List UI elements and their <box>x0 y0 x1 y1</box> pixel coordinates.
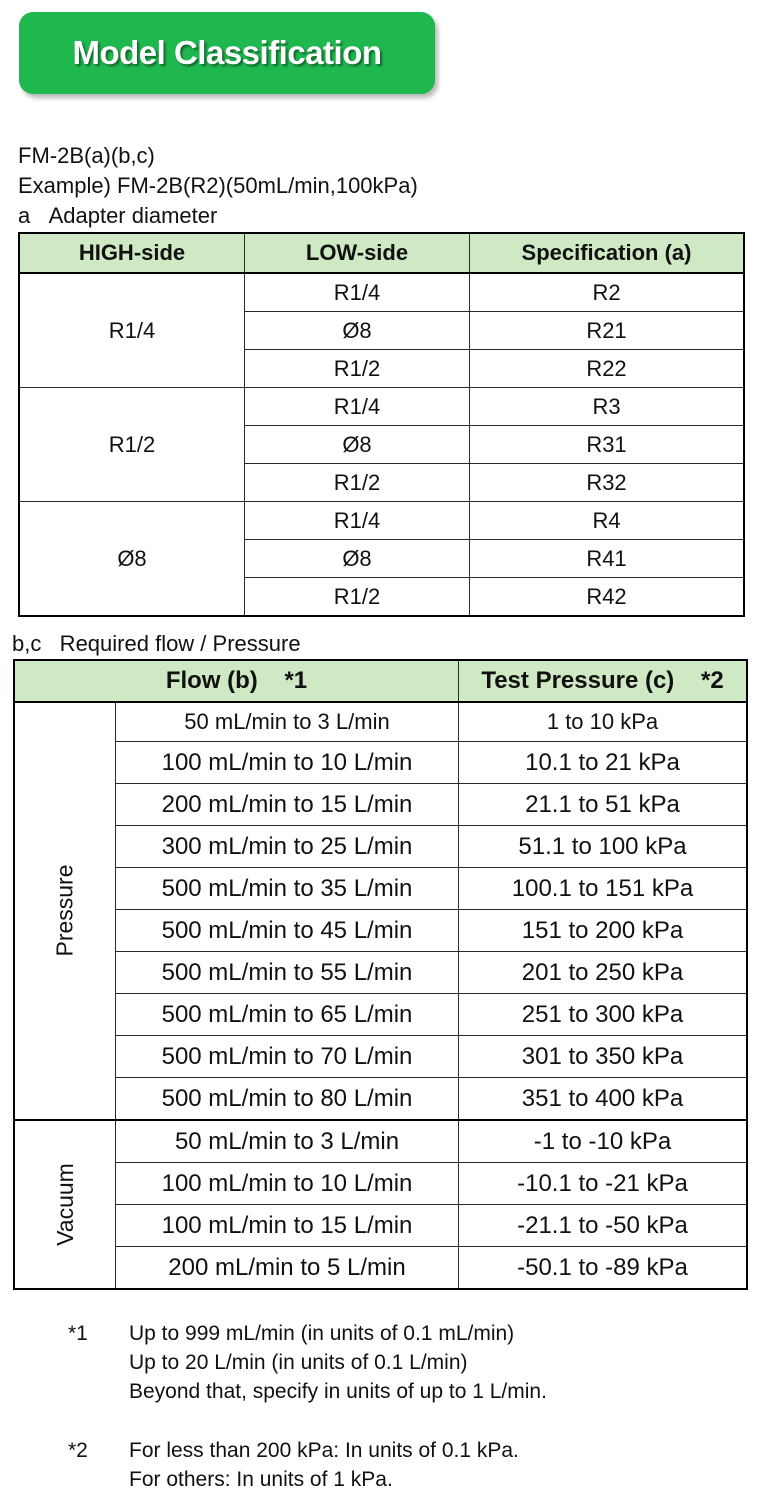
group-label-pressure: Pressure <box>51 864 78 957</box>
note-1-line-2: Up to 20 L/min (in units of 0.1 L/min) <box>129 1351 468 1374</box>
title-banner <box>19 12 435 94</box>
pressure-cell: 351 to 400 kPa <box>459 1078 748 1121</box>
flow-cell: 200 mL/min to 15 L/min <box>116 784 459 826</box>
pressure-cell: -10.1 to -21 kPa <box>459 1163 748 1205</box>
low-side-cell: R1/4 <box>245 273 470 312</box>
flow-cell: 500 mL/min to 55 L/min <box>116 952 459 994</box>
low-side-cell: Ø8 <box>245 540 470 578</box>
table-row <box>14 702 747 742</box>
table-row <box>14 784 747 826</box>
low-side-cell: R1/4 <box>245 502 470 540</box>
table-header-row <box>19 233 744 273</box>
low-side-cell: R1/2 <box>245 464 470 502</box>
header-test-pressure: Test Pressure (c) *2 <box>459 660 748 702</box>
header-low-side: LOW-side <box>245 233 470 273</box>
low-side-cell: Ø8 <box>245 426 470 464</box>
table-row <box>14 1247 747 1290</box>
flow-cell: 500 mL/min to 70 L/min <box>116 1036 459 1078</box>
pressure-cell: 251 to 300 kPa <box>459 994 748 1036</box>
spec-cell: R4 <box>470 502 745 540</box>
high-side-cell: Ø8 <box>19 502 245 617</box>
flow-cell: 500 mL/min to 45 L/min <box>116 910 459 952</box>
pressure-cell: 1 to 10 kPa <box>459 702 748 742</box>
spec-cell: R21 <box>470 312 745 350</box>
high-side-cell: R1/2 <box>19 388 245 502</box>
table-row <box>14 994 747 1036</box>
flow-pressure-table <box>13 659 748 1290</box>
flow-cell: 50 mL/min to 3 L/min <box>116 702 459 742</box>
spec-cell: R41 <box>470 540 745 578</box>
table-row <box>14 742 747 784</box>
model-code: FM-2B(a)(b,c) <box>18 143 155 168</box>
pressure-cell: 151 to 200 kPa <box>459 910 748 952</box>
flow-cell: 500 mL/min to 35 L/min <box>116 868 459 910</box>
note-2-line-1: For less than 200 kPa: In units of 0.1 kPa. <box>129 1439 519 1462</box>
table-row <box>14 826 747 868</box>
spec-cell: R42 <box>470 578 745 617</box>
pressure-cell: -1 to -10 kPa <box>459 1120 748 1163</box>
table-row <box>19 273 744 312</box>
table-row <box>14 1163 747 1205</box>
table-row <box>14 1078 747 1121</box>
header-high-side: HIGH-side <box>19 233 245 273</box>
table-row <box>14 1205 747 1247</box>
spec-cell: R22 <box>470 350 745 388</box>
low-side-cell: R1/2 <box>245 578 470 617</box>
page-title: Model Classification <box>72 34 382 71</box>
flow-cell: 50 mL/min to 3 L/min <box>116 1120 459 1163</box>
flow-cell: 100 mL/min to 15 L/min <box>116 1205 459 1247</box>
header-specification: Specification (a) <box>470 233 745 273</box>
example-line: Example) FM-2B(R2)(50mL/min,100kPa) <box>18 173 418 198</box>
table-row <box>14 868 747 910</box>
flow-cell: 100 mL/min to 10 L/min <box>116 742 459 784</box>
group-label-cell <box>14 702 116 1120</box>
note-1-mark: *1 <box>68 1322 88 1345</box>
section-a-label: a Adapter diameter <box>18 203 218 228</box>
low-side-cell: R1/4 <box>245 388 470 426</box>
table-row <box>14 952 747 994</box>
note-2-mark: *2 <box>68 1439 88 1462</box>
flow-cell: 500 mL/min to 80 L/min <box>116 1078 459 1121</box>
pressure-cell: 51.1 to 100 kPa <box>459 826 748 868</box>
flow-cell: 200 mL/min to 5 L/min <box>116 1247 459 1290</box>
high-side-cell: R1/4 <box>19 273 245 388</box>
pressure-cell: 21.1 to 51 kPa <box>459 784 748 826</box>
spec-cell: R32 <box>470 464 745 502</box>
flow-cell: 500 mL/min to 65 L/min <box>116 994 459 1036</box>
spec-cell: R31 <box>470 426 745 464</box>
table-row <box>19 388 744 426</box>
low-side-cell: R1/2 <box>245 350 470 388</box>
flow-cell: 100 mL/min to 10 L/min <box>116 1163 459 1205</box>
spec-cell: R3 <box>470 388 745 426</box>
table-row <box>14 910 747 952</box>
table-row <box>14 1036 747 1078</box>
group-label-cell <box>14 1120 116 1289</box>
note-1-line-1: Up to 999 mL/min (in units of 0.1 mL/min) <box>129 1322 515 1345</box>
table-row <box>19 502 744 540</box>
table-header-row <box>14 660 747 702</box>
note-2-line-2: For others: In units of 1 kPa. <box>129 1468 393 1491</box>
section-bc-label: b,c Required flow / Pressure <box>12 631 301 656</box>
pressure-cell: 10.1 to 21 kPa <box>459 742 748 784</box>
header-flow: Flow (b) *1 <box>14 660 459 702</box>
table-row <box>14 1120 747 1163</box>
adapter-diameter-table <box>18 232 745 617</box>
pressure-cell: -21.1 to -50 kPa <box>459 1205 748 1247</box>
note-1-line-3: Beyond that, specify in units of up to 1 L/min. <box>129 1380 547 1403</box>
group-label-vacuum: Vacuum <box>51 1162 78 1246</box>
pressure-cell: 301 to 350 kPa <box>459 1036 748 1078</box>
spec-cell: R2 <box>470 273 745 312</box>
pressure-cell: 100.1 to 151 kPa <box>459 868 748 910</box>
pressure-cell: -50.1 to -89 kPa <box>459 1247 748 1290</box>
low-side-cell: Ø8 <box>245 312 470 350</box>
flow-cell: 300 mL/min to 25 L/min <box>116 826 459 868</box>
pressure-cell: 201 to 250 kPa <box>459 952 748 994</box>
